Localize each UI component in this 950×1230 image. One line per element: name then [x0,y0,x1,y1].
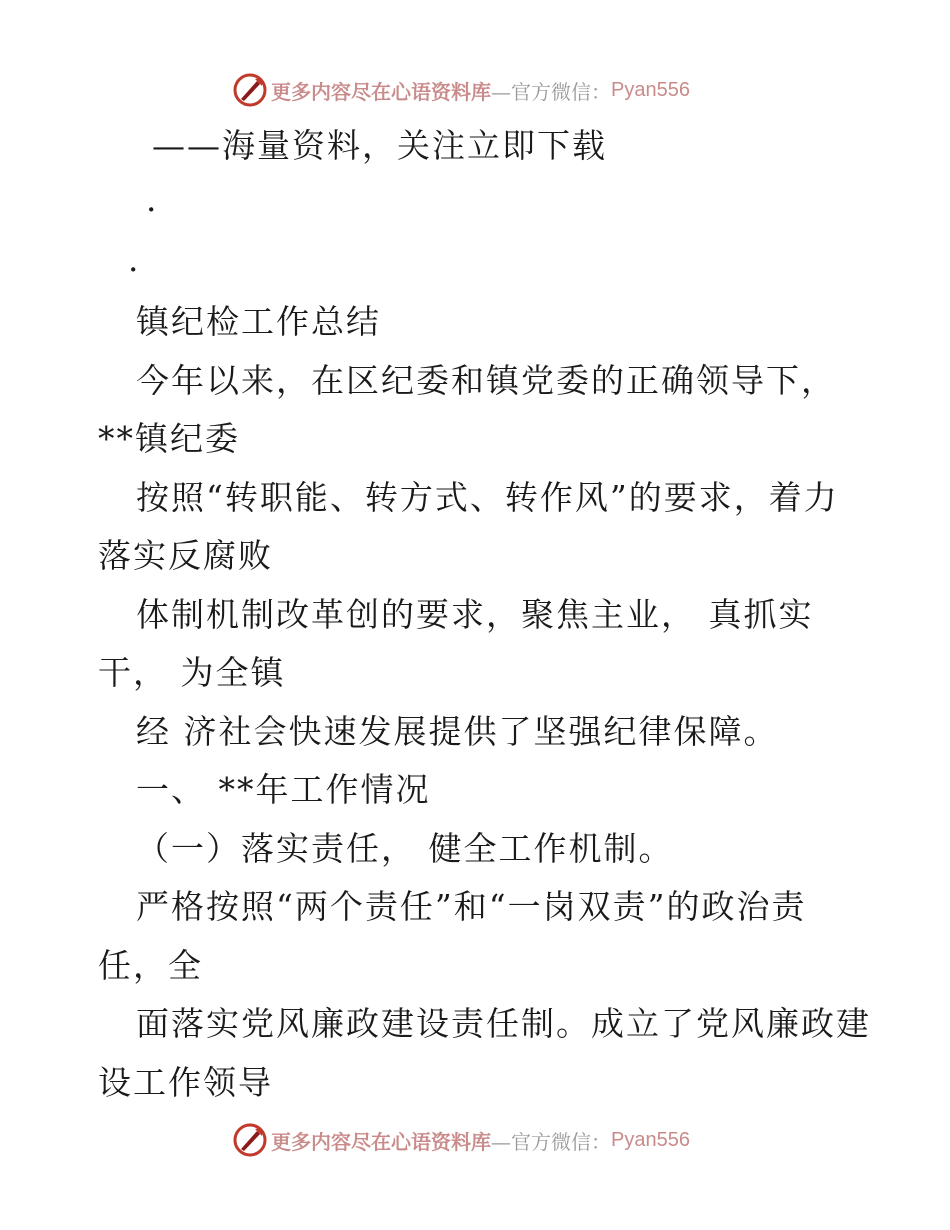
paragraph-line: **镇纪委 [98,419,240,458]
dot-line: · [146,190,159,229]
banner-wechat-id: Pyan556 [611,1128,690,1151]
footer-banner [233,1120,713,1160]
banner-brand: 更多内容尽在心语资料库 [271,1129,491,1154]
paragraph-line: 今年以来，在区纪委和镇党委的正确领导下， [136,361,836,400]
subtitle-line: ——海量资料，关注立即下载 [152,126,607,165]
paragraph-line: 经 济社会快速发展提供了坚强纪律保障。 [136,712,779,751]
paragraph-line: 严格按照“两个责任”和“一岗双责”的政治责 [136,887,807,926]
quill-logo-icon [233,1123,267,1157]
paragraph-line: 面落实党风廉政建设责任制。成立了党风廉政建 [136,1004,871,1043]
paragraph-line: 干， 为全镇 [98,653,286,692]
paragraph-line: 按照“转职能、转方式、转作风”的要求，着力 [136,478,839,517]
paragraph-line: 任，全 [98,946,203,985]
subsection-heading: （一）落实责任， 健全工作机制。 [136,829,674,868]
paragraph-line: 体制机制改革创的要求，聚焦主业， 真抓实 [136,595,814,634]
banner-official-label: —官方微信： [491,79,611,104]
document-title: 镇纪检工作总结 [136,302,381,341]
banner-brand: 更多内容尽在心语资料库 [271,79,491,104]
paragraph-line: 落实反腐败 [98,536,273,575]
banner-wechat-id: Pyan556 [611,78,690,101]
paragraph-line: 设工作领导 [98,1063,273,1102]
quill-logo-icon [233,73,267,107]
section-heading: 一、 **年工作情况 [136,770,431,809]
header-banner [233,70,713,110]
dot-line: · [128,250,141,289]
banner-official-label: —官方微信： [491,1129,611,1154]
